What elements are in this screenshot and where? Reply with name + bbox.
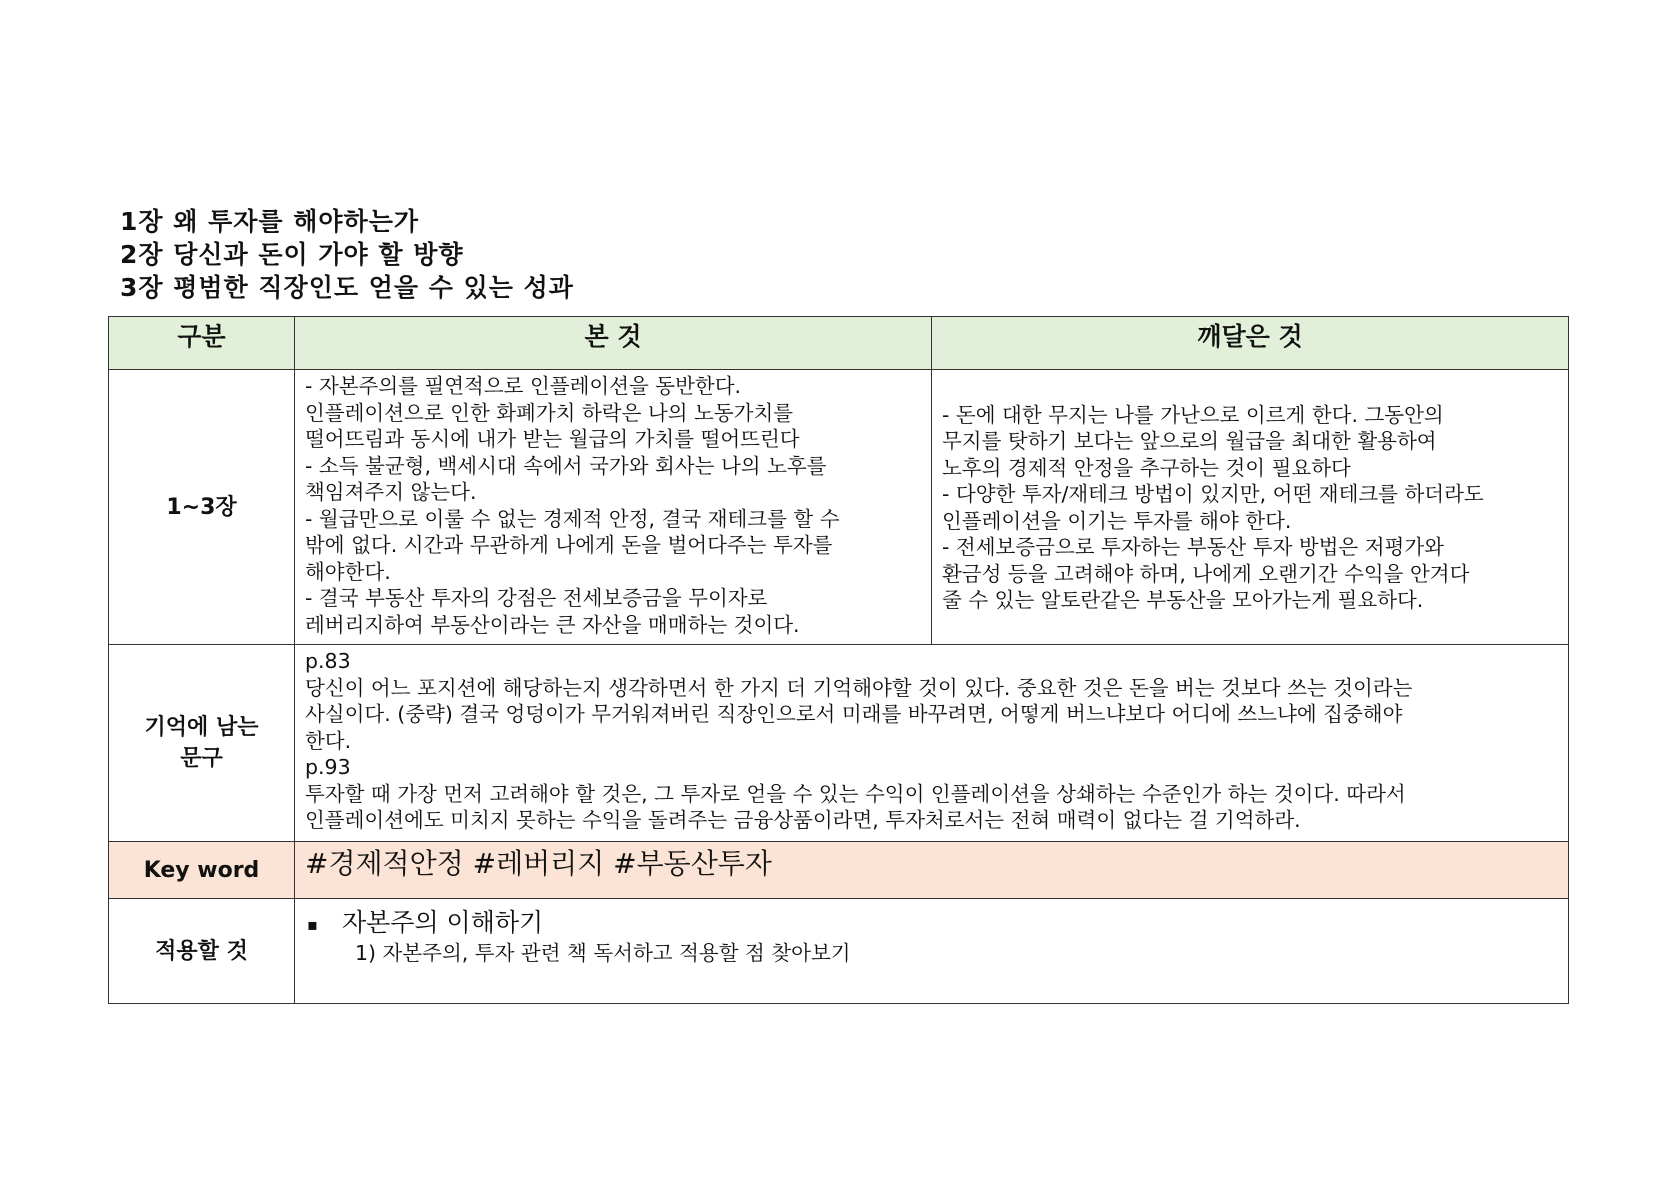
quote-line: 투자할 때 가장 먼저 고려해야 할 것은, 그 투자로 얻을 수 있는 수익이 인플레이션을 상쇄하는 수준인가 하는 것이다. 따라서 [305,781,1406,806]
keyword-cell [295,842,1569,899]
realized-line: 환금성 등을 고려해야 하며, 나에게 오랜기간 수익을 안겨다 [942,561,1470,586]
seen-line: 해야한다. [305,559,391,584]
realized-line: - 다양한 투자/재테크 방법이 있지만, 어떤 재테크를 하더라도 [942,482,1484,506]
memorable-quotes-label-line2: 문구 [180,746,223,771]
realized-line: 노후의 경제적 안정을 추구하는 것이 필요하다 [942,455,1351,480]
apply-bullet-item [307,907,1568,940]
memorable-quotes-row [109,645,1569,842]
realized-cell [932,370,1569,645]
memorable-quotes-label-line1: 기억에 남는 [144,715,259,740]
quote-line: 인플레이션에도 미치지 못하는 수익을 돌려주는 금융상품이라면, 투자처로서는 전혀 매력이 없다는 걸 기억하라. [305,808,1301,832]
seen-line: - 월급만으로 이룰 수 없는 경제적 안정, 결국 재테크를 할 수 [305,506,840,531]
realized-line: 줄 수 있는 알토란같은 부동산을 모아가는게 필요하다. [942,588,1424,612]
quote-line: 사실이다. (중략) 결국 엉덩이가 무거워져버린 직장인으로서 미래를 바꾸려면, 어떻게 버느냐보다 어디에 쓰느냐에 집중해야 [305,702,1403,726]
apply-bullet-text: 자본주의 이해하기 [342,908,544,937]
quote-line: p.83 [305,649,351,673]
memorable-quotes-cell [295,645,1569,842]
chapters-label: 1~3장 [109,370,295,645]
seen-line: 레버리지하여 부동산이라는 큰 자산을 매매하는 것이다. [305,612,800,637]
apply-sub-item: 1) 자본주의, 투자 관련 책 독서하고 적용할 점 찾아보기 [355,940,851,965]
keyword-text: #경제적안정 #레버리지 #부동산투자 [305,847,772,880]
seen-line: - 소득 불균형, 백세시대 속에서 국가와 회사는 나의 노후를 [305,453,827,478]
memorable-quotes-label [109,645,295,842]
table-header-row [109,317,1569,370]
chapters-row [109,370,1569,645]
realized-line: - 전세보증금으로 투자하는 부동산 투자 방법은 저평가와 [942,535,1444,559]
seen-line: - 결국 부동산 투자의 강점은 전세보증금을 무이자로 [305,586,768,610]
quote-line: 당신이 어느 포지션에 해당하는지 생각하면서 한 가지 더 기억해야할 것이 있다. 중요한 것은 돈을 버는 것보다 쓰는 것이라는 [305,675,1413,700]
seen-line: 떨어뜨림과 동시에 내가 받는 월급의 가치를 떨어뜨린다 [305,427,800,451]
seen-line: 책임져주지 않는다. [305,480,477,504]
quote-line: p.93 [305,755,351,779]
realized-line: 인플레이션을 이기는 투자를 해야 한다. [942,508,1292,533]
quote-line: 한다. [305,728,352,753]
keyword-label: Key word [109,842,295,899]
chapter-heading-3: 3장 평범한 직장인도 얻을 수 있는 성과 [120,273,574,302]
seen-line: - 자본주의를 필연적으로 인플레이션을 동반한다. [305,374,742,398]
header-seen: 본 것 [295,317,932,370]
keyword-row [109,842,1569,899]
realized-line: 무지를 탓하기 보다는 앞으로의 월급을 최대한 활용하여 [942,429,1437,453]
chapter-heading-2: 2장 당신과 돈이 가야 할 방향 [120,240,464,269]
reading-notes-table [108,316,1569,1004]
square-bullet-icon: ▪ [307,914,318,934]
apply-label: 적용할 것 [109,899,295,1004]
seen-line: 밖에 없다. 시간과 무관하게 나에게 돈을 벌어다주는 투자를 [305,533,833,557]
chapter-headings [120,205,574,304]
apply-row [109,899,1569,1004]
chapter-heading-1: 1장 왜 투자를 해야하는가 [120,207,420,236]
seen-line: 인플레이션으로 인한 화폐가치 하락은 나의 노동가치를 [305,400,794,425]
seen-cell [295,370,932,645]
header-category: 구분 [109,317,295,370]
apply-cell [295,899,1569,1004]
realized-line: - 돈에 대한 무지는 나를 가난으로 이르게 한다. 그동안의 [942,402,1444,427]
header-realized: 깨달은 것 [932,317,1569,370]
